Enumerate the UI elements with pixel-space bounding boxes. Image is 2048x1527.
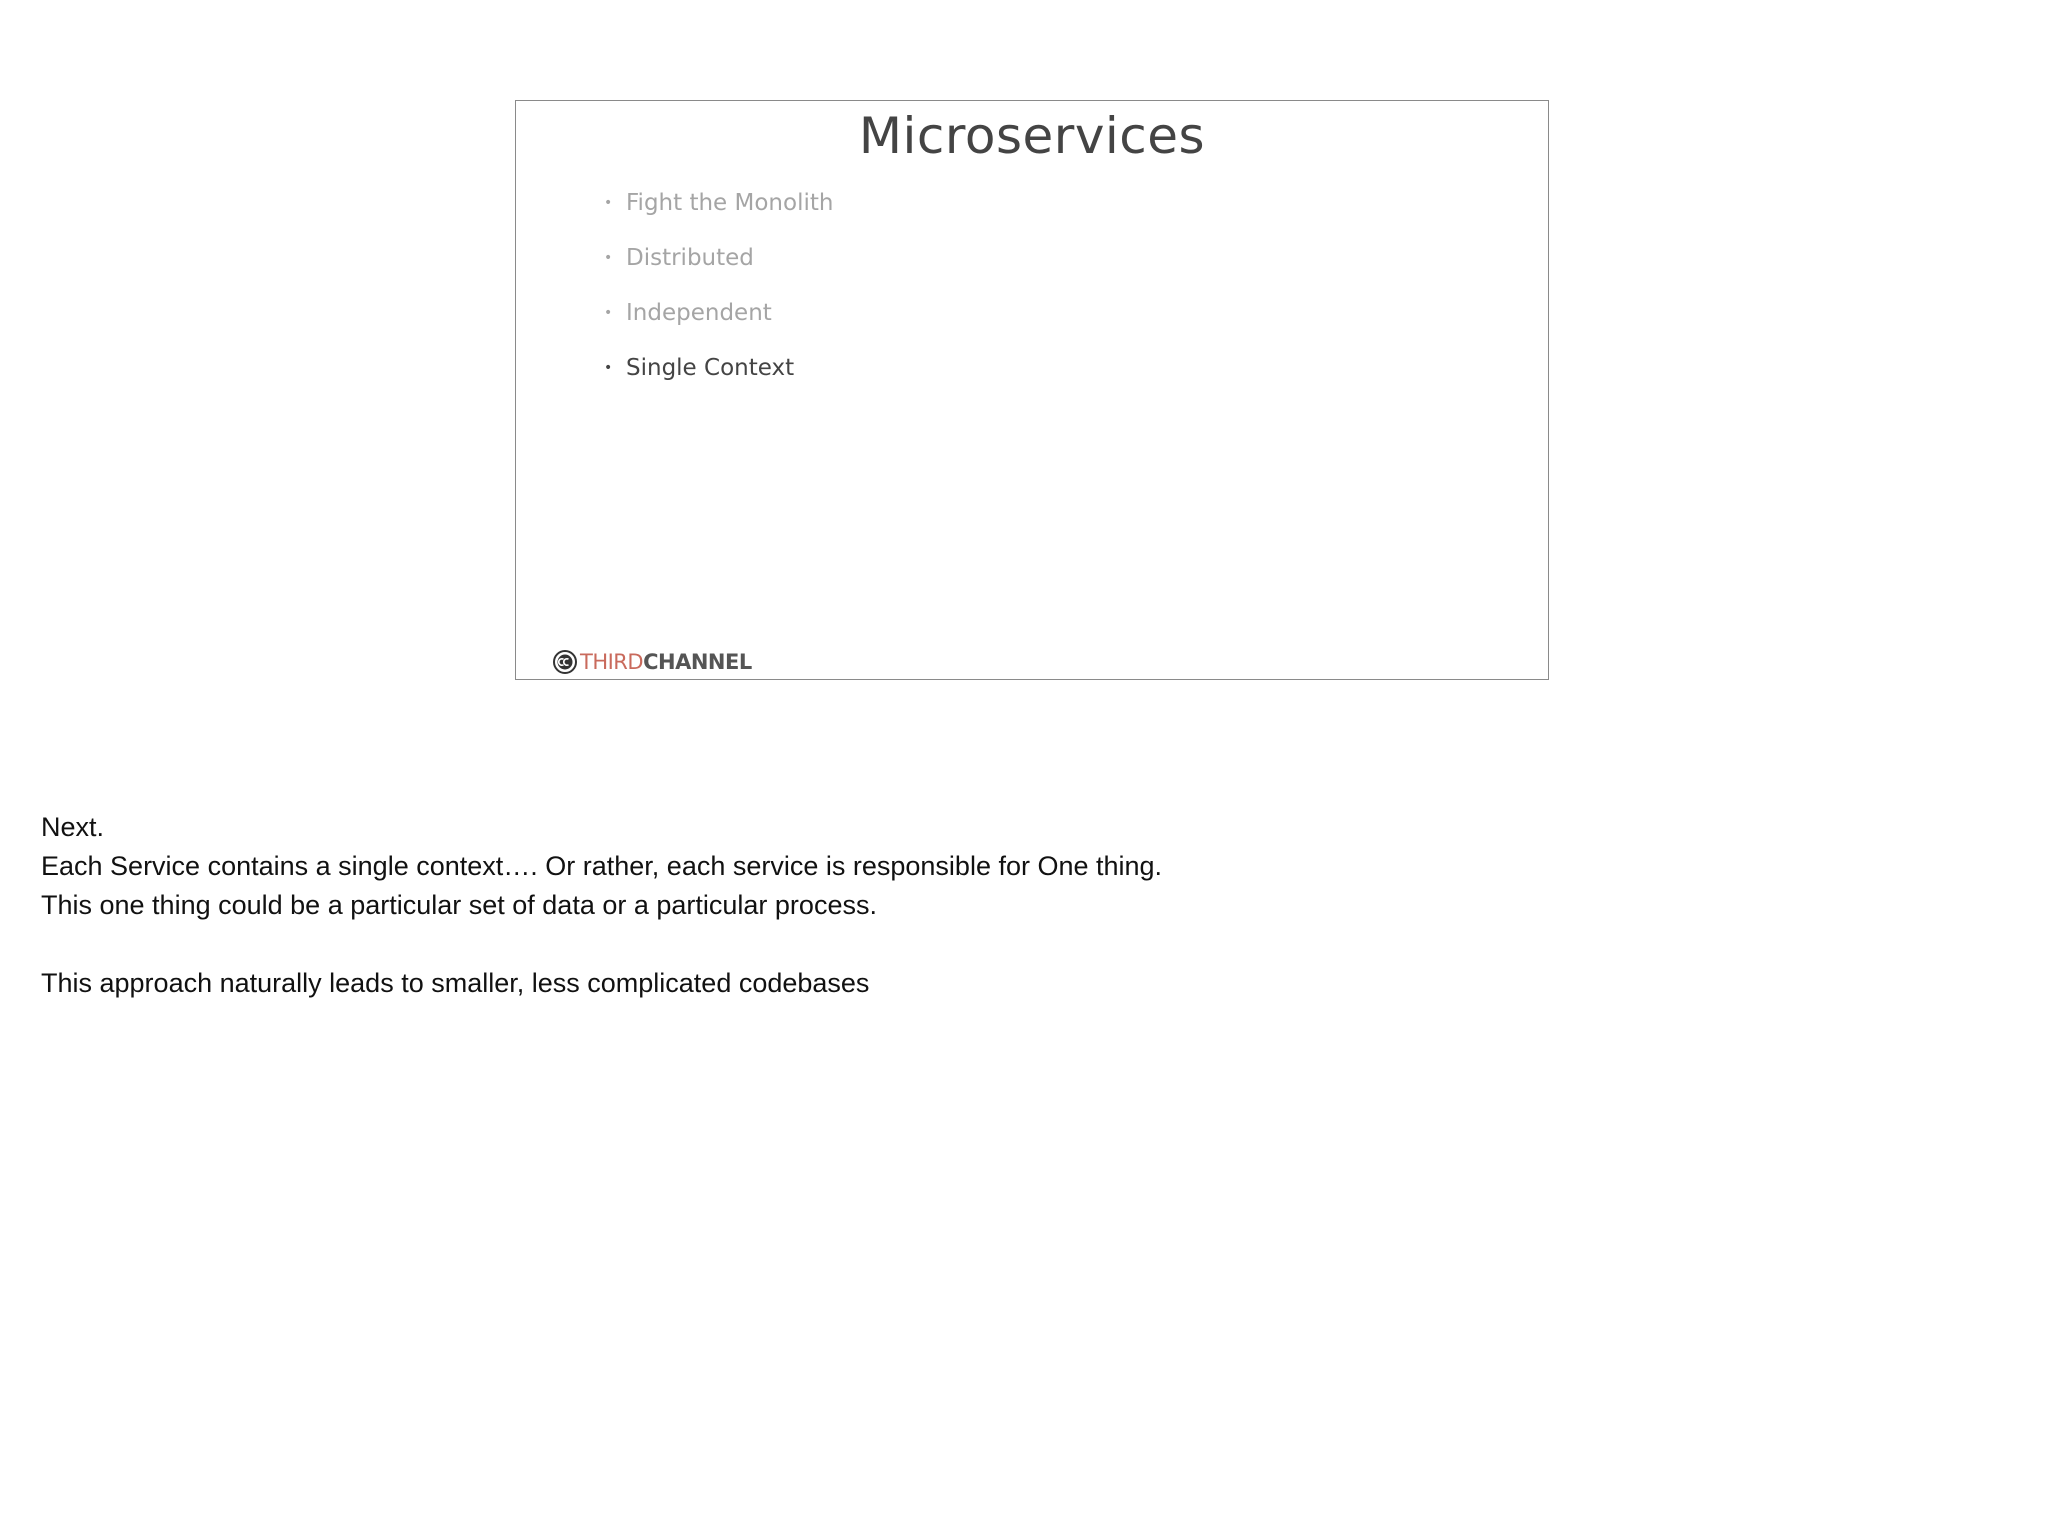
note-line: Each Service contains a single context…. Or rather, each service is responsible for One thing. [41, 851, 1163, 881]
bullet-label: Fight the Monolith [626, 190, 834, 216]
logo-text-channel: CHANNEL [643, 650, 752, 674]
bullet-label: Distributed [626, 245, 754, 271]
note-line: Next. [41, 812, 105, 842]
bullet-item [604, 183, 833, 238]
slide-preview [515, 100, 1549, 680]
thirdchannel-logo-icon [553, 650, 577, 674]
bullet-label: Independent [626, 300, 772, 326]
bullet-label: Single Context [626, 355, 795, 381]
logo-text-third: THIRD [580, 650, 644, 674]
bullet-item [604, 238, 833, 293]
note-line-blank [41, 925, 1941, 964]
note-line: This approach naturally leads to smaller, less complicated codebases [41, 968, 870, 998]
presenter-notes [41, 808, 1941, 1003]
note-line: This one thing could be a particular set of data or a particular process. [41, 890, 877, 920]
bullet-dot-icon: • [604, 360, 613, 376]
bullet-item [604, 293, 833, 348]
bullet-item-active [604, 348, 833, 403]
thirdchannel-logo [553, 647, 752, 677]
bullet-dot-icon: • [604, 305, 613, 321]
bullet-dot-icon: • [604, 195, 613, 211]
bullet-dot-icon: • [604, 250, 613, 266]
slide-title: Microservices [858, 107, 1206, 165]
bullet-list [604, 183, 833, 403]
